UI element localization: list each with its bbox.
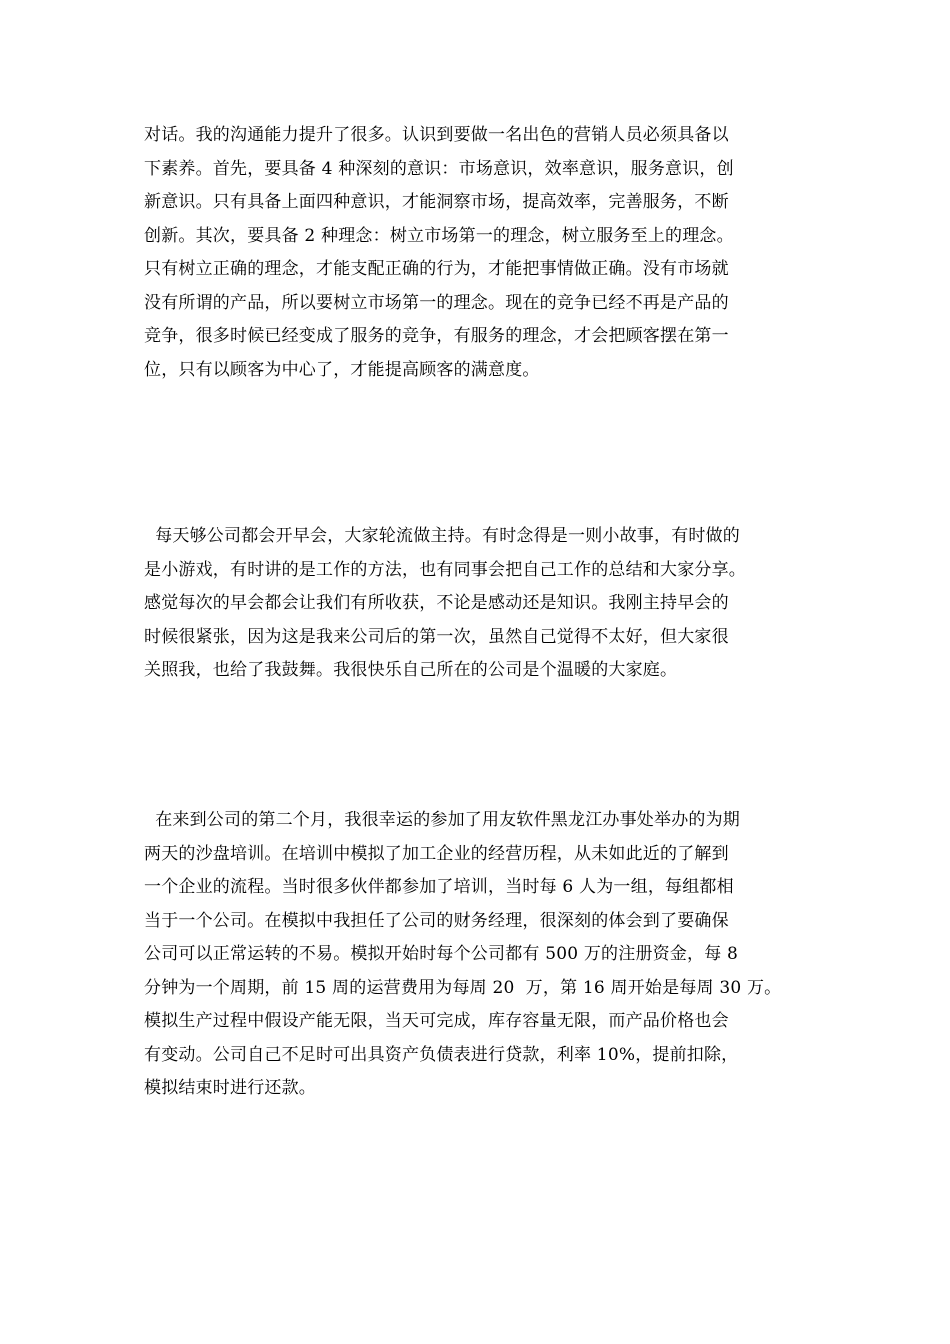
text-line: 公司可以正常运转的不易。模拟开始时每个公司都有 500 万的注册资金，每 8 <box>144 944 739 964</box>
paragraph-communication <box>144 119 824 387</box>
text-line: 竞争，很多时候已经变成了服务的竞争，有服务的理念，才会把顾客摆在第一 <box>144 326 729 346</box>
text-line: 新意识。只有具备上面四种意识，才能洞察市场，提高效率，完善服务，不断 <box>144 192 729 212</box>
text-line: 只有树立正确的理念，才能支配正确的行为，才能把事情做正确。没有市场就 <box>144 259 729 279</box>
text-line: 当于一个公司。在模拟中我担任了公司的财务经理，很深刻的体会到了要确保 <box>144 910 729 931</box>
text-line: 位，只有以顾客为中心了，才能提高顾客的满意度。 <box>144 359 540 380</box>
text-line: 时候很紧张，因为这是我来公司后的第一次，虽然自己觉得不太好，但大家很 <box>144 626 729 647</box>
text-line: 创新。其次，要具备 2 种理念：树立市场第一的理念，树立服务至上的理念。 <box>144 225 734 246</box>
paragraph-sandbox-training <box>144 804 824 1106</box>
text-line: 每天够公司都会开早会，大家轮流做主持。有时念得是一则小故事，有时做的 <box>144 526 741 546</box>
text-line: 分钟为一个周期，前 15 周的运营费用为每周 20 万，第 16 周开始是每周 30 万。 <box>144 977 782 998</box>
text-line: 对话。我的沟通能力提升了很多。认识到要做一名出色的营销人员必须具备以 <box>144 125 729 145</box>
paragraph-morning-meeting <box>144 520 824 688</box>
text-line: 一个企业的流程。当时很多伙伴都参加了培训，当时每 6 人为一组，每组都相 <box>144 877 734 897</box>
text-line: 模拟生产过程中假设产能无限，当天可完成，库存容量无限，而产品价格也会 <box>144 1011 729 1031</box>
text-line: 关照我，也给了我鼓舞。我很快乐自己所在的公司是个温暖的大家庭。 <box>144 660 678 680</box>
text-line: 是小游戏，有时讲的是工作的方法，也有同事会把自己工作的总结和大家分享。 <box>144 559 746 580</box>
text-line: 感觉每次的早会都会让我们有所收获，不论是感动还是知识。我刚主持早会的 <box>144 593 729 613</box>
text-line: 在来到公司的第二个月，我很幸运的参加了用友软件黑龙江办事处举办的为期 <box>144 810 741 830</box>
text-line: 下素养。首先，要具备 4 种深刻的意识：市场意识，效率意识，服务意识，创 <box>144 158 734 179</box>
text-line: 没有所谓的产品，所以要树立市场第一的理念。现在的竞争已经不再是产品的 <box>144 292 729 313</box>
text-line: 有变动。公司自己不足时可出具资产负债表进行贷款，利率 10%，提前扣除， <box>144 1044 739 1065</box>
text-line: 两天的沙盘培训。在培训中模拟了加工企业的经营历程，从未如此近的了解到 <box>144 843 729 864</box>
text-line: 模拟结束时进行还款。 <box>144 1078 316 1098</box>
